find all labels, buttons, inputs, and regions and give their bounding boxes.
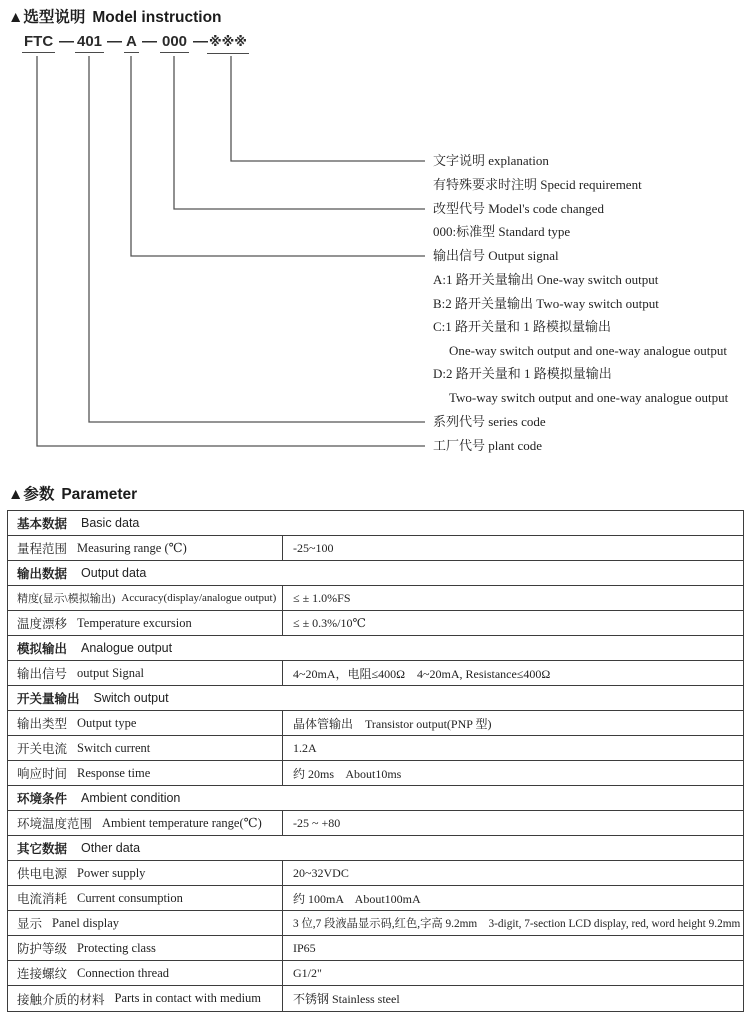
table-section-basic-data (8, 511, 743, 536)
section-label-en: Output data (81, 566, 147, 580)
table-row-accuracy (8, 586, 743, 611)
row-value: 20~32VDC (293, 865, 349, 880)
row-label: 接触介质的材料 Parts in contact with medium (8, 986, 283, 1011)
table-row-current-consumption (8, 886, 743, 911)
section-label-zh: 其它数据 (17, 842, 68, 856)
table-row-power-supply (8, 861, 743, 886)
code-label-changed-code: 改型代号 Model's code changed (433, 201, 604, 216)
row-value: 约 20ms About10ms (293, 766, 402, 781)
code-label-plant-code: 工厂代号 plant code (433, 438, 543, 453)
model-code-separator: — (193, 33, 208, 50)
row-value: 3 位,7 段液晶显示码,红色,字高 9.2mm 3-digit, 7-section LCD display, red, word height 9.2mm (293, 918, 741, 930)
row-label: 精度(显示\模拟输出) Accuracy(display/analogue output) (8, 586, 283, 610)
row-value: ≤ ± 0.3%/10℃ (293, 615, 366, 630)
model-instruction-title-zh: ▲选型说明 (8, 9, 86, 26)
row-value: G1/2" (293, 965, 322, 980)
model-code-segment-output-signal: A (124, 32, 139, 53)
code-label-standard-type: 000:标准型 Standard type (433, 224, 571, 239)
code-label-output-signal: 输出信号 Output signal (433, 248, 559, 263)
row-value: IP65 (293, 940, 316, 955)
code-label-option-b: B:2 路开关量输出 Two-way switch output (433, 296, 659, 311)
table-row-panel-display (8, 911, 743, 936)
section-label-zh: 环境条件 (17, 792, 68, 806)
row-value: 约 100mA About100mA (293, 891, 421, 906)
table-row-output-signal (8, 661, 743, 686)
row-label: 电流消耗 Current consumption (8, 886, 283, 910)
row-label: 温度漂移 Temperature excursion (8, 611, 283, 635)
row-label: 响应时间 Response time (8, 761, 283, 785)
table-row-contact-material (8, 986, 743, 1011)
model-code-segment-changed-code: 000 (160, 32, 189, 53)
row-label: 输出信号 output Signal (8, 661, 283, 685)
section-label-zh: 基本数据 (17, 517, 68, 531)
parameter-title-zh: ▲参数 (8, 486, 55, 503)
model-code-separator: — (107, 33, 122, 50)
row-label: 供电电源 Power supply (8, 861, 283, 885)
row-value: -25~100 (293, 540, 334, 555)
table-row-response-time (8, 761, 743, 786)
connector-line-explanation (231, 56, 425, 161)
row-value: -25 ~ +80 (293, 815, 341, 830)
table-section-analogue-output (8, 636, 743, 661)
code-label-option-d-en: Two-way switch output and one-way analogue output (449, 390, 729, 405)
model-code-separator: — (142, 33, 157, 50)
section-label-en: Analogue output (81, 641, 173, 655)
parameter-title-en: Parameter (61, 486, 138, 503)
section-label-en: Switch output (93, 691, 169, 705)
table-row-protecting-class (8, 936, 743, 961)
section-label-en: Basic data (81, 516, 140, 530)
table-row-ambient-temperature (8, 811, 743, 836)
section-label-en: Ambient condition (81, 791, 181, 805)
connector-line-output-signal (131, 56, 425, 256)
section-label-zh: 模拟输出 (17, 642, 68, 656)
code-label-option-d: D:2 路开关量和 1 路模拟量输出 (433, 366, 612, 381)
section-label-en: Other data (81, 841, 141, 855)
model-code-segment-explanation: ※※※ (207, 32, 249, 54)
code-label-option-a: A:1 路开关量输出 One-way switch output (433, 272, 659, 287)
row-value: 1.2A (293, 740, 317, 755)
section-label-zh: 开关量输出 (17, 692, 80, 706)
code-label-explanation: 文字说明 explanation (433, 153, 549, 168)
model-code-separator: — (59, 33, 74, 50)
parameter-title (8, 482, 137, 504)
parameter-table (7, 510, 744, 1012)
code-label-series-code: 系列代号 series code (433, 414, 546, 429)
row-value: 晶体管输出 Transistor output(PNP 型) (293, 716, 492, 731)
connector-line-series-code (89, 56, 425, 422)
row-label: 防护等级 Protecting class (8, 936, 283, 960)
table-row-measuring-range (8, 536, 743, 561)
row-label: 显示 Panel display (8, 911, 283, 935)
table-row-temperature-excursion (8, 611, 743, 636)
row-label: 连接螺纹 Connection thread (8, 961, 283, 985)
code-label-option-c: C:1 路开关量和 1 路模拟量输出 (433, 319, 612, 334)
table-row-output-type (8, 711, 743, 736)
section-label-zh: 输出数据 (17, 567, 68, 581)
model-code-segment-series: 401 (75, 32, 104, 53)
table-row-connection-thread (8, 961, 743, 986)
table-row-switch-current (8, 736, 743, 761)
row-value: ≤ ± 1.0%FS (293, 590, 351, 605)
row-label: 开关电流 Switch current (8, 736, 283, 760)
table-section-output-data (8, 561, 743, 586)
model-instruction-title-en: Model instruction (92, 9, 222, 26)
table-section-ambient-condition (8, 786, 743, 811)
row-value: 4~20mA，电阻≤400Ω 4~20mA, Resistance≤400Ω (293, 666, 551, 681)
model-code-segment-plant: FTC (22, 32, 55, 53)
code-label-option-c-en: One-way switch output and one-way analogue output (449, 343, 727, 358)
row-value: 不锈钢 Stainless steel (293, 992, 400, 1006)
table-section-switch-output (8, 686, 743, 711)
code-label-special-requirement: 有特殊要求时注明 Specid requirement (433, 177, 642, 192)
row-label: 环境温度范围 Ambient temperature range(℃) (8, 811, 283, 835)
row-label: 量程范围 Measuring range (℃) (8, 536, 283, 560)
connector-line-changed-code (174, 56, 425, 209)
row-label: 输出类型 Output type (8, 711, 283, 735)
table-section-other-data (8, 836, 743, 861)
